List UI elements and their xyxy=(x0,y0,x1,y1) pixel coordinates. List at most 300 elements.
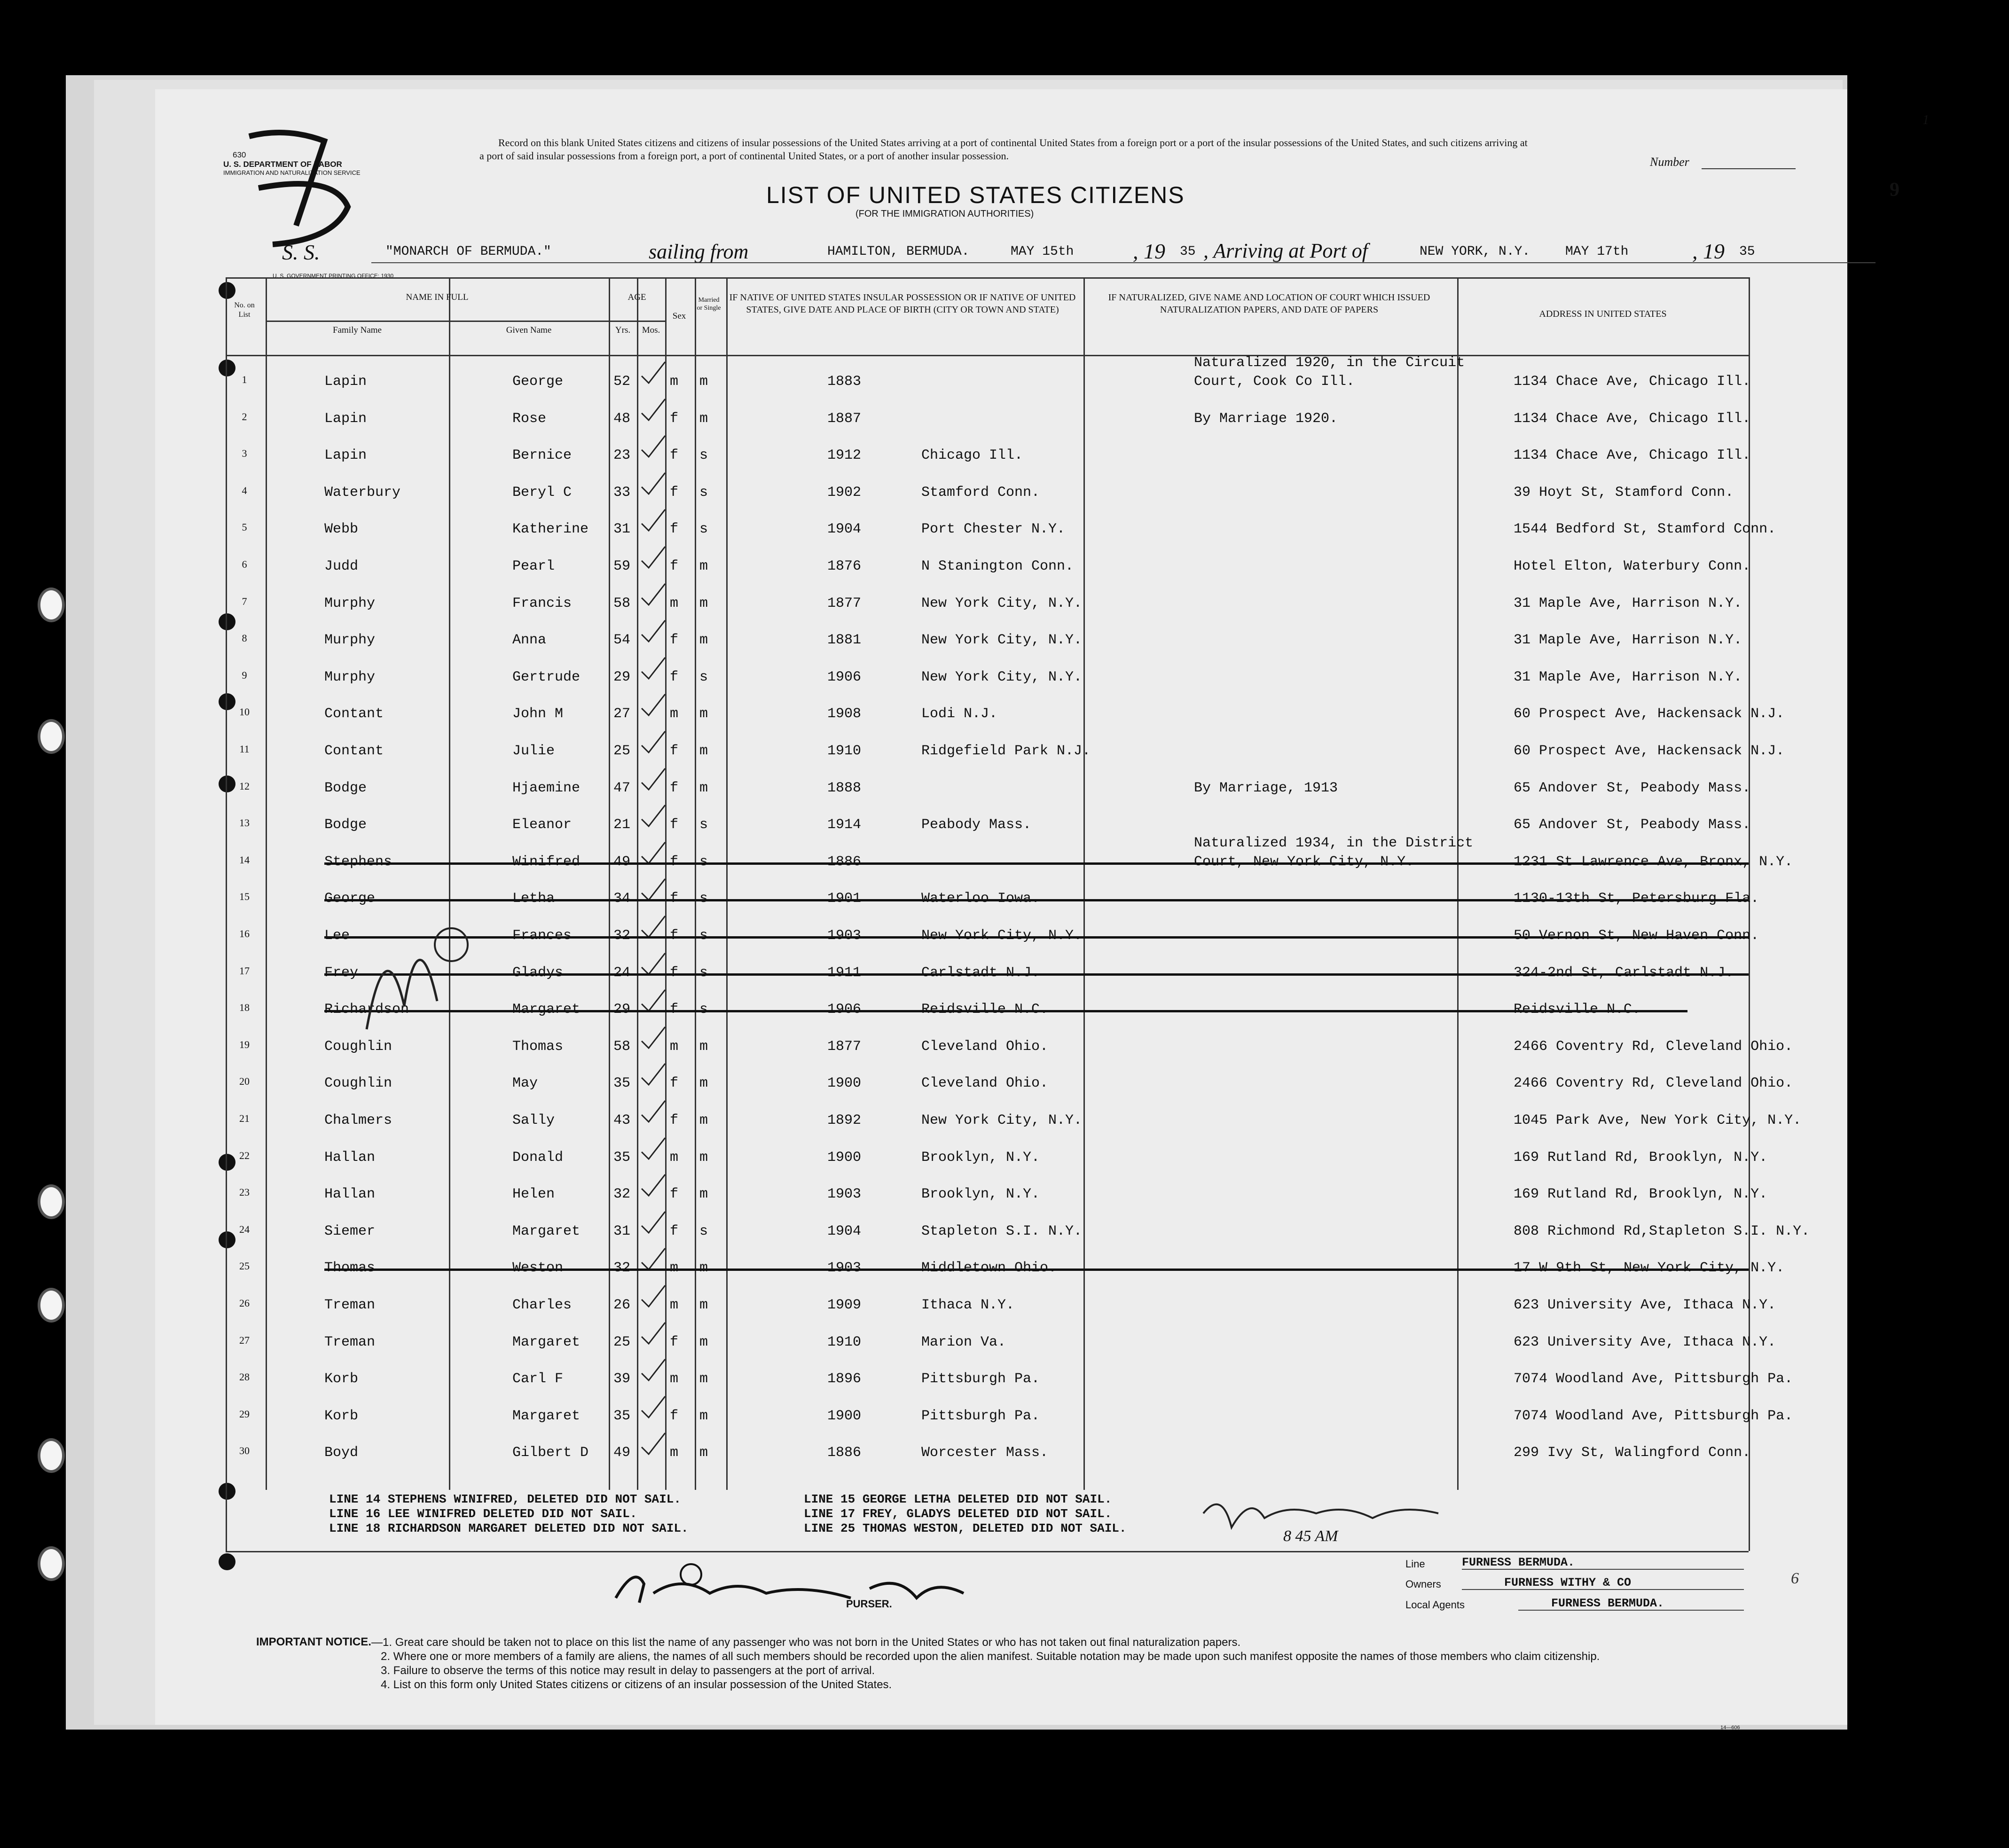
notice-items xyxy=(371,1636,1781,1692)
table-row-rule xyxy=(226,277,1749,279)
agents-label: Local Agents xyxy=(1405,1599,1465,1611)
sex: m xyxy=(670,1445,679,1461)
address: 324-2nd St, Carlstadt N.J. xyxy=(1514,964,1734,981)
check-mark-icon xyxy=(639,1283,667,1311)
given-name: Weston xyxy=(512,1260,564,1276)
birth-place: Brooklyn, N.Y. xyxy=(921,1149,1040,1166)
number-label: Number xyxy=(1650,155,1689,169)
given-name: Helen xyxy=(512,1186,555,1203)
family-name: Bodge xyxy=(324,780,367,796)
marital-status: m xyxy=(699,780,708,796)
sex: f xyxy=(670,1186,679,1203)
check-mark-icon xyxy=(639,1320,667,1348)
birth-place: Chicago Ill. xyxy=(921,447,1023,464)
binder-hole xyxy=(38,1184,65,1219)
strike-through-line xyxy=(324,1010,1687,1012)
depart-date: MAY 15th xyxy=(1011,244,1074,259)
check-mark-icon xyxy=(639,729,667,757)
given-name: Rose xyxy=(512,410,547,427)
age-years: 34 xyxy=(613,891,631,907)
check-mark-icon xyxy=(639,692,667,720)
marital-status: s xyxy=(699,447,708,464)
check-mark-icon xyxy=(639,1209,667,1237)
family-name: Richardson xyxy=(324,1002,409,1018)
check-mark-icon xyxy=(639,1098,667,1127)
birth-year: 1877 xyxy=(827,595,862,611)
birth-place: Ithaca N.Y. xyxy=(921,1297,1015,1313)
birth-year: 1908 xyxy=(827,706,862,722)
row-number: 23 xyxy=(239,1186,250,1198)
check-mark-icon xyxy=(639,1172,667,1200)
family-name: Waterbury xyxy=(324,484,401,501)
marital-status: s xyxy=(699,484,708,501)
given-name: Charles xyxy=(512,1297,572,1313)
col-header-name: NAME IN FULL xyxy=(406,292,469,302)
marital-status: m xyxy=(699,1149,708,1166)
marital-status: s xyxy=(699,669,708,685)
given-name: Sally xyxy=(512,1112,555,1128)
table-column-rule xyxy=(449,277,450,1490)
birth-year: 1914 xyxy=(827,817,862,833)
family-name: Stephens xyxy=(324,854,392,870)
sex: f xyxy=(670,928,679,944)
given-name: Carl F xyxy=(512,1371,564,1387)
family-name: Lapin xyxy=(324,374,367,390)
birth-year: 1903 xyxy=(827,1186,862,1203)
birth-year: 1902 xyxy=(827,484,862,501)
age-years: 54 xyxy=(613,632,631,649)
row-number: 21 xyxy=(239,1112,250,1124)
binder-hole xyxy=(38,1288,65,1323)
sailing-label: sailing from xyxy=(649,240,749,263)
sheet-number: 9 xyxy=(1890,179,1899,201)
birth-place: Peabody Mass. xyxy=(921,817,1032,833)
check-mark-icon xyxy=(639,470,667,499)
sex: f xyxy=(670,1408,679,1424)
age-years: 29 xyxy=(613,669,631,685)
given-name: Margaret xyxy=(512,1002,581,1018)
birth-year: 1900 xyxy=(827,1075,862,1092)
address: 623 University Ave, Ithaca N.Y. xyxy=(1514,1334,1776,1350)
birth-place: Stamford Conn. xyxy=(921,484,1040,501)
age-years: 25 xyxy=(613,1334,631,1350)
strike-through-line xyxy=(324,862,1749,865)
year-prefix: , 19 xyxy=(1133,239,1165,263)
strike-through-line xyxy=(324,936,1749,939)
handwritten-count: 6 xyxy=(1791,1570,1799,1587)
given-name: Katherine xyxy=(512,521,589,538)
address: 1544 Bedford St, Stamford Conn. xyxy=(1514,521,1776,538)
sex: f xyxy=(670,817,679,833)
birth-place: Lodi N.J. xyxy=(921,706,998,722)
arrival-year-prefix: , 19 xyxy=(1692,239,1725,263)
handwritten-annotation xyxy=(357,888,479,1076)
address: 1130-13th St, Petersburg Fla. xyxy=(1514,891,1759,907)
sex: f xyxy=(670,558,679,574)
birth-year: 1876 xyxy=(827,558,862,574)
age-years: 25 xyxy=(613,743,631,759)
marital-status: m xyxy=(699,595,708,611)
check-mark-icon xyxy=(639,544,667,572)
age-years: 58 xyxy=(613,1038,631,1055)
purser-signature xyxy=(606,1556,1011,1617)
marital-status: s xyxy=(699,1223,708,1239)
row-number: 30 xyxy=(239,1445,250,1457)
row-number: 12 xyxy=(239,780,250,792)
family-name: Hallan xyxy=(324,1149,376,1166)
row-number: 13 xyxy=(239,817,250,829)
number-line xyxy=(1702,168,1796,169)
notice-item: 3. Failure to observe the terms of this notice may result in delay to passengers at the port of arrival. xyxy=(381,1664,875,1677)
check-mark-icon xyxy=(639,397,667,425)
from-port: HAMILTON, BERMUDA. xyxy=(827,244,970,259)
row-number: 6 xyxy=(242,558,247,570)
ss-label: S. S. xyxy=(282,240,320,264)
arrival-port: NEW YORK, N.Y. xyxy=(1420,244,1530,259)
address: 2466 Coventry Rd, Cleveland Ohio. xyxy=(1514,1075,1793,1092)
birth-year: 1896 xyxy=(827,1371,862,1387)
birth-year: 1881 xyxy=(827,632,862,649)
row-number: 19 xyxy=(239,1038,250,1050)
col-header-married: Married or Single xyxy=(697,297,721,312)
notice-item: 4. List on this form only United States citizens or citizens of an insular possession of the United States. xyxy=(381,1678,892,1691)
page-title: LIST OF UNITED STATES CITIZENS xyxy=(766,182,1185,208)
sex: f xyxy=(670,743,679,759)
given-name: Bernice xyxy=(512,447,572,464)
birth-year: 1883 xyxy=(827,374,862,390)
family-name: Murphy xyxy=(324,632,376,649)
family-name: Murphy xyxy=(324,595,376,611)
row-number: 11 xyxy=(239,743,250,755)
form-number: 630 xyxy=(233,150,246,159)
marital-status: m xyxy=(699,374,708,390)
naturalization: By Marriage, 1913 xyxy=(1194,780,1338,796)
family-name: Lee xyxy=(324,928,350,944)
sex: m xyxy=(670,1297,679,1313)
check-mark-icon xyxy=(639,433,667,462)
address: 7074 Woodland Ave, Pittsburgh Pa. xyxy=(1514,1408,1793,1424)
row-number: 26 xyxy=(239,1297,250,1309)
family-name: Contant xyxy=(324,743,384,759)
sex: m xyxy=(670,1149,679,1166)
check-mark-icon xyxy=(639,507,667,535)
given-name: Margaret xyxy=(512,1334,581,1350)
arriving-label: , Arriving at Port of xyxy=(1203,239,1368,262)
address: 1045 Park Ave, New York City, N.Y. xyxy=(1514,1112,1802,1128)
sex: f xyxy=(670,1002,679,1018)
given-name: Thomas xyxy=(512,1038,564,1055)
sex: f xyxy=(670,669,679,685)
family-name: Lapin xyxy=(324,410,367,427)
row-number: 22 xyxy=(239,1149,250,1161)
address: 50 Vernon St, New Haven Conn. xyxy=(1514,928,1759,944)
agency-service: IMMIGRATION AND NATURALIZATION SERVICE xyxy=(223,169,361,176)
birth-year: 1909 xyxy=(827,1297,862,1313)
birth-place: N Stanington Conn. xyxy=(921,558,1074,574)
check-mark-icon xyxy=(639,1135,667,1164)
marital-status: s xyxy=(699,928,708,944)
sex: f xyxy=(670,447,679,464)
row-number: 17 xyxy=(239,964,250,977)
col-header-address: ADDRESS IN UNITED STATES xyxy=(1539,309,1667,319)
address: 808 Richmond Rd,Stapleton S.I. N.Y. xyxy=(1514,1223,1810,1239)
family-name: Treman xyxy=(324,1297,376,1313)
marital-status: m xyxy=(699,1112,708,1128)
col-header-given: Given Name xyxy=(506,325,552,335)
age-years: 29 xyxy=(613,1002,631,1018)
punch-hole xyxy=(219,613,235,630)
marital-status: m xyxy=(699,743,708,759)
row-number: 24 xyxy=(239,1223,250,1235)
agency-name: U. S. DEPARTMENT OF LABOR xyxy=(223,160,342,169)
col-header-naturalized: IF NATURALIZED, GIVE NAME AND LOCATION OF COURT WHICH ISSUED NATURALIZATION PAPERS, AND DATE OF PAPERS xyxy=(1108,292,1430,315)
family-name: George xyxy=(324,891,376,907)
agents-underline xyxy=(1518,1610,1744,1611)
row-number: 10 xyxy=(239,706,250,718)
form-footer-number: 14—606 xyxy=(1720,1725,1740,1731)
marital-status: s xyxy=(699,521,708,538)
birth-year: 1903 xyxy=(827,1260,862,1276)
birth-place: New York City, N.Y. xyxy=(921,669,1083,685)
age-years: 35 xyxy=(613,1149,631,1166)
birth-year: 1910 xyxy=(827,1334,862,1350)
age-years: 27 xyxy=(613,706,631,722)
family-name: Coughlin xyxy=(324,1075,392,1092)
address: 1134 Chace Ave, Chicago Ill. xyxy=(1514,447,1751,464)
voyage-underline xyxy=(371,262,1876,263)
given-name: Eleanor xyxy=(512,817,572,833)
age-years: 31 xyxy=(613,521,631,538)
sex: f xyxy=(670,632,679,649)
birth-place: Stapleton S.I. N.Y. xyxy=(921,1223,1083,1239)
family-name: Boyd xyxy=(324,1445,359,1461)
family-name: Chalmers xyxy=(324,1112,392,1128)
marital-status: m xyxy=(699,1297,708,1313)
row-number: 28 xyxy=(239,1371,250,1383)
birth-place: Port Chester N.Y. xyxy=(921,521,1066,538)
deletion-note: LINE 18 RICHARDSON MARGARET DELETED DID NOT SAIL. xyxy=(329,1521,689,1535)
given-name: May xyxy=(512,1075,538,1092)
given-name: Margaret xyxy=(512,1408,581,1424)
family-name: Treman xyxy=(324,1334,376,1350)
family-name: Coughlin xyxy=(324,1038,392,1055)
sex: f xyxy=(670,484,679,501)
col-header-sex: Sex xyxy=(672,311,686,321)
given-name: Frances xyxy=(512,928,572,944)
family-name: Judd xyxy=(324,558,359,574)
given-name: Pearl xyxy=(512,558,555,574)
birth-place: Worcester Mass. xyxy=(921,1445,1049,1461)
address: Hotel Elton, Waterbury Conn. xyxy=(1514,558,1751,574)
sex: f xyxy=(670,964,679,981)
sex: f xyxy=(670,1223,679,1239)
age-years: 58 xyxy=(613,595,631,611)
birth-place: New York City, N.Y. xyxy=(921,928,1083,944)
deletion-notes-right xyxy=(804,1492,1127,1536)
given-name: Gladys xyxy=(512,964,564,981)
binder-hole xyxy=(38,1546,65,1581)
strike-through-line xyxy=(324,899,1749,901)
age-years: 32 xyxy=(613,1186,631,1203)
address: 1134 Chace Ave, Chicago Ill. xyxy=(1514,410,1751,427)
birth-year: 1888 xyxy=(827,780,862,796)
sex: m xyxy=(670,706,679,722)
address: 169 Rutland Rd, Brooklyn, N.Y. xyxy=(1514,1186,1768,1203)
marital-status: m xyxy=(699,558,708,574)
address: Reidsville N.C. xyxy=(1514,1002,1641,1018)
owners-label: Owners xyxy=(1405,1578,1441,1590)
birth-place: New York City, N.Y. xyxy=(921,1112,1083,1128)
row-number: 2 xyxy=(242,410,247,423)
check-mark-icon xyxy=(639,1394,667,1422)
birth-year: 1912 xyxy=(827,447,862,464)
address: 31 Maple Ave, Harrison N.Y. xyxy=(1514,632,1742,649)
table-column-rule xyxy=(637,277,638,1490)
marital-status: m xyxy=(699,1260,708,1276)
family-name: Contant xyxy=(324,706,384,722)
table-column-rule xyxy=(1749,277,1750,1551)
deletion-note: LINE 16 LEE WINIFRED DELETED DID NOT SAIL. xyxy=(329,1507,637,1521)
sex: m xyxy=(670,374,679,390)
arrival-year: 35 xyxy=(1739,244,1755,259)
birth-place: Ridgefield Park N.J. xyxy=(921,743,1091,759)
marital-status: s xyxy=(699,964,708,981)
table-column-rule xyxy=(1457,277,1459,1490)
check-mark-icon xyxy=(639,1025,667,1053)
sex: f xyxy=(670,1112,679,1128)
check-mark-icon xyxy=(639,581,667,610)
given-name: Gilbert D xyxy=(512,1445,589,1461)
deletion-note: LINE 15 GEORGE LETHA DELETED DID NOT SAIL. xyxy=(804,1492,1112,1506)
given-name: Hjaemine xyxy=(512,780,581,796)
notice-item: 2. Where one or more members of a family are aliens, the names of all such members should be recorded upon the alien manifest. Suitable notation may be made upon such manifest opposite the names of those members who claim citizenship. xyxy=(381,1650,1600,1663)
line-label: Line xyxy=(1405,1558,1425,1570)
birth-place: Cleveland Ohio. xyxy=(921,1075,1049,1092)
given-name: Margaret xyxy=(512,1223,581,1239)
family-name: Hallan xyxy=(324,1186,376,1203)
given-name: Julie xyxy=(512,743,555,759)
given-name: John M xyxy=(512,706,564,722)
binder-hole xyxy=(38,719,65,754)
col-header-family: Family Name xyxy=(333,325,382,335)
age-years: 52 xyxy=(613,374,631,390)
birth-place: Waterloo Iowa. xyxy=(921,891,1040,907)
birth-year: 1903 xyxy=(827,928,862,944)
age-years: 26 xyxy=(613,1297,631,1313)
sex: f xyxy=(670,780,679,796)
row-number: 1 xyxy=(242,374,247,385)
age-years: 32 xyxy=(613,928,631,944)
row-number: 4 xyxy=(242,484,247,496)
age-years: 49 xyxy=(613,1445,631,1461)
punch-hole xyxy=(219,282,235,299)
given-name: Anna xyxy=(512,632,547,649)
row-number: 7 xyxy=(242,595,247,607)
line-value: FURNESS BERMUDA. xyxy=(1462,1556,1575,1569)
row-number: 15 xyxy=(239,891,250,903)
row-number: 16 xyxy=(239,928,250,940)
birth-year: 1906 xyxy=(827,669,862,685)
age-years: 24 xyxy=(613,964,631,981)
age-years: 59 xyxy=(613,558,631,574)
address: 2466 Coventry Rd, Cleveland Ohio. xyxy=(1514,1038,1793,1055)
birth-place: Cleveland Ohio. xyxy=(921,1038,1049,1055)
purser-label: PURSER. xyxy=(846,1598,892,1610)
marital-status: s xyxy=(699,891,708,907)
ship-name: "MONARCH OF BERMUDA." xyxy=(385,244,551,259)
marital-status: m xyxy=(699,632,708,649)
given-name: Francis xyxy=(512,595,572,611)
given-name: Gertrude xyxy=(512,669,581,685)
birth-year: 1900 xyxy=(827,1408,862,1424)
check-mark-icon xyxy=(639,1357,667,1385)
naturalization-line-2: Court, Cook Co Ill. xyxy=(1194,374,1355,390)
birth-year: 1904 xyxy=(827,521,862,538)
sex: f xyxy=(670,1334,679,1350)
birth-place: New York City, N.Y. xyxy=(921,595,1083,611)
age-years: 43 xyxy=(613,1112,631,1128)
table-column-rule xyxy=(726,277,728,1490)
birth-year: 1877 xyxy=(827,1038,862,1055)
naturalization: Naturalized 1934, in the District xyxy=(1194,835,1474,851)
birth-place: Pittsburgh Pa. xyxy=(921,1408,1040,1424)
age-years: 32 xyxy=(613,1260,631,1276)
notice-item: —1. Great care should be taken not to place on this list the name of any passenger who was not born in the United States or who has not taken out final naturalization papers. xyxy=(371,1636,1241,1649)
row-number: 27 xyxy=(239,1334,250,1346)
birth-place: Brooklyn, N.Y. xyxy=(921,1186,1040,1203)
row-number: 20 xyxy=(239,1075,250,1088)
sex: m xyxy=(670,595,679,611)
marital-status: m xyxy=(699,1408,708,1424)
sex: f xyxy=(670,521,679,538)
marital-status: s xyxy=(699,817,708,833)
birth-year: 1892 xyxy=(827,1112,862,1128)
birth-place: New York City, N.Y. xyxy=(921,632,1083,649)
address: 7074 Woodland Ave, Pittsburgh Pa. xyxy=(1514,1371,1793,1387)
deletion-note: LINE 14 STEPHENS WINIFRED, DELETED DID NOT SAIL. xyxy=(329,1492,681,1506)
sex: m xyxy=(670,1260,679,1276)
given-name: Donald xyxy=(512,1149,564,1166)
birth-place: Marion Va. xyxy=(921,1334,1006,1350)
col-header-yrs: Yrs. xyxy=(615,325,631,335)
naturalization: By Marriage 1920. xyxy=(1194,410,1338,427)
address: 169 Rutland Rd, Brooklyn, N.Y. xyxy=(1514,1149,1768,1166)
handwritten-time: 8 45 AM xyxy=(1283,1527,1338,1545)
check-mark-icon xyxy=(639,1431,667,1459)
sex: f xyxy=(670,891,679,907)
naturalization: Naturalized 1920, in the Circuit xyxy=(1194,355,1465,371)
birth-year: 1887 xyxy=(827,410,862,427)
family-name: Murphy xyxy=(324,669,376,685)
row-number: 5 xyxy=(242,521,247,533)
naturalization-line-2: Court, New York City, N.Y. xyxy=(1194,854,1414,870)
birth-place: Middletown Ohio. xyxy=(921,1260,1057,1276)
given-name: Beryl C xyxy=(512,484,572,501)
birth-year: 1900 xyxy=(827,1149,862,1166)
col-header-age: AGE xyxy=(628,292,646,302)
address: 60 Prospect Ave, Hackensack N.J. xyxy=(1514,743,1785,759)
family-name: Bodge xyxy=(324,817,367,833)
check-mark-icon xyxy=(639,360,667,388)
agents-value: FURNESS BERMUDA. xyxy=(1551,1597,1664,1610)
gpo-imprint: U. S. GOVERNMENT PRINTING OFFICE: 1930 xyxy=(273,273,394,279)
table-column-rule xyxy=(226,277,227,1551)
marital-status: m xyxy=(699,410,708,427)
family-name: Korb xyxy=(324,1371,359,1387)
address: 299 Ivy St, Walingford Conn. xyxy=(1514,1445,1751,1461)
table-row-rule xyxy=(266,321,665,322)
table-row-rule xyxy=(609,321,665,322)
